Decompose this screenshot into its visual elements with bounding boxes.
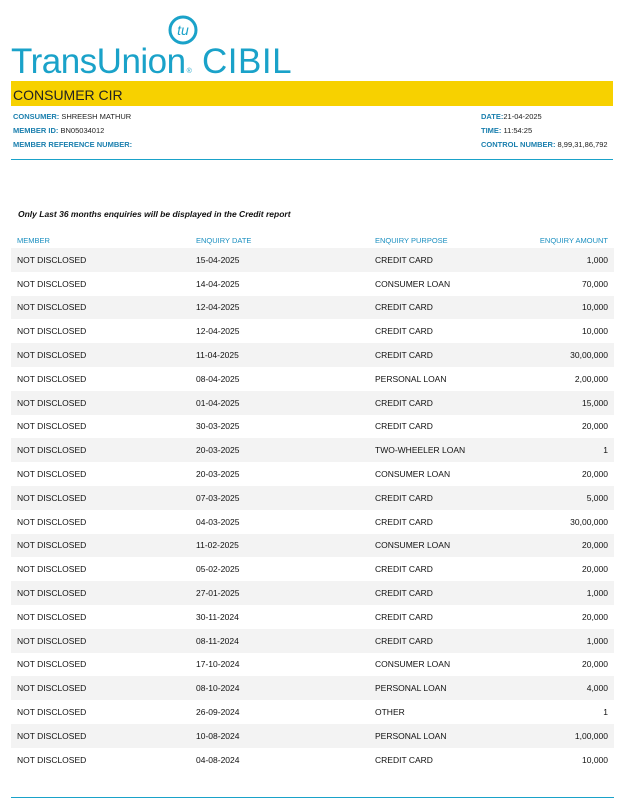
enquiry-date-cell: 12-04-2025 <box>196 326 240 337</box>
enquiry-note: Only Last 36 months enquiries will be displayed in the Credit report <box>18 209 291 219</box>
enquiry-date-cell: 08-04-2025 <box>196 373 240 384</box>
enquiry-purpose-cell: CONSUMER LOAN <box>375 659 451 670</box>
enquiry-purpose-cell: CREDIT CARD <box>375 326 433 337</box>
enquiry-purpose-cell: CREDIT CARD <box>375 421 433 432</box>
time-value: 11:54:25 <box>503 126 533 135</box>
enquiry-amount-cell: 1,00,000 <box>501 724 614 748</box>
enquiry-amount-cell: 20,000 <box>582 469 608 480</box>
enquiry-date-cell: 01-04-2025 <box>190 391 369 415</box>
registered-mark: ® <box>186 68 192 75</box>
enquiry-purpose-cell: OTHER <box>375 707 405 718</box>
table-row <box>11 629 614 653</box>
consumer-value: SHREESH MATHUR <box>61 112 132 121</box>
table-row <box>11 510 614 534</box>
enquiry-amount-cell: 20,000 <box>501 534 614 558</box>
enquiry-purpose-cell: CREDIT CARD <box>369 629 501 653</box>
table-row <box>11 415 614 439</box>
member-cell: NOT DISCLOSED <box>11 534 190 558</box>
enquiry-date-cell: 20-03-2025 <box>190 438 369 462</box>
enquiry-amount-cell: 1 <box>501 438 614 462</box>
enquiry-date-cell: 30-11-2024 <box>196 611 239 622</box>
enquiry-purpose-cell: CREDIT CARD <box>375 754 433 765</box>
member-cell: NOT DISCLOSED <box>17 611 87 622</box>
member-cell: NOT DISCLOSED <box>11 676 190 700</box>
enquiry-purpose-cell: CREDIT CARD <box>375 564 433 575</box>
date-label: DATE: <box>481 112 504 121</box>
member-ref-label: MEMBER REFERENCE NUMBER: <box>13 140 133 149</box>
control-number-value: 8,99,31,86,792 <box>557 140 608 149</box>
enquiry-amount-cell: 5,000 <box>501 486 614 510</box>
enquiry-date-cell: 14-04-2025 <box>196 278 240 289</box>
table-row <box>11 724 614 748</box>
member-cell: NOT DISCLOSED <box>17 754 87 765</box>
member-cell: NOT DISCLOSED <box>17 516 87 527</box>
enquiry-amount-cell: 20,000 <box>582 421 608 432</box>
enquiry-purpose-cell: CREDIT CARD <box>375 516 433 527</box>
consumer-label: CONSUMER: <box>13 112 60 121</box>
enquiry-purpose-cell: PERSONAL LOAN <box>375 373 447 384</box>
time-line <box>481 126 532 136</box>
table-row <box>11 676 614 700</box>
enquiry-date-cell: 27-01-2025 <box>190 581 369 605</box>
enquiry-purpose-cell: CREDIT CARD <box>369 343 501 367</box>
member-cell: NOT DISCLOSED <box>11 248 190 272</box>
member-cell: NOT DISCLOSED <box>11 629 190 653</box>
member-cell: NOT DISCLOSED <box>17 326 87 337</box>
table-row <box>11 462 614 486</box>
enquiry-date-cell: 04-03-2025 <box>196 516 240 527</box>
report-title-bar <box>11 81 613 106</box>
member-cell: NOT DISCLOSED <box>11 391 190 415</box>
enquiry-date-cell: 11-04-2025 <box>190 343 369 367</box>
enquiry-purpose-cell: CREDIT CARD <box>369 581 501 605</box>
table-row <box>11 653 614 677</box>
enquiry-amount-cell: 70,000 <box>582 278 608 289</box>
enquiry-amount-cell: 1,000 <box>501 581 614 605</box>
table-row <box>11 248 614 272</box>
enquiry-amount-cell: 10,000 <box>582 754 608 765</box>
member-cell: NOT DISCLOSED <box>17 564 87 575</box>
table-row <box>11 367 614 391</box>
enquiry-date-cell: 11-02-2025 <box>190 534 369 558</box>
enquiry-date-cell: 04-08-2024 <box>196 754 240 765</box>
table-row <box>11 272 614 296</box>
member-cell: NOT DISCLOSED <box>17 707 87 718</box>
member-cell: NOT DISCLOSED <box>11 724 190 748</box>
member-id-label: MEMBER ID: <box>13 126 59 135</box>
enquiry-amount-cell: 20,000 <box>582 564 608 575</box>
report-title: CONSUMER CIR <box>13 87 123 103</box>
table-header-row <box>11 232 614 248</box>
enquiry-date-cell: 08-10-2024 <box>190 676 369 700</box>
enquiry-date-cell: 17-10-2024 <box>196 659 240 670</box>
member-cell: NOT DISCLOSED <box>17 278 87 289</box>
enquiry-purpose-cell: TWO-WHEELER LOAN <box>369 438 501 462</box>
enquiry-amount-cell: 30,00,000 <box>570 516 608 527</box>
control-number-label: CONTROL NUMBER: <box>481 140 556 149</box>
tu-mark-text: tu <box>177 22 189 38</box>
table-row <box>11 486 614 510</box>
header-enquiry-date: ENQUIRY DATE <box>196 235 252 245</box>
member-cell: NOT DISCLOSED <box>17 373 87 384</box>
enquiry-amount-cell: 2,00,000 <box>574 373 608 384</box>
member-cell: NOT DISCLOSED <box>11 486 190 510</box>
enquiry-amount-cell: 15,000 <box>501 391 614 415</box>
enquiry-date-cell: 08-11-2024 <box>190 629 369 653</box>
enquiry-date-cell: 07-03-2025 <box>190 486 369 510</box>
enquiry-purpose-cell: CREDIT CARD <box>375 611 433 622</box>
enquiry-purpose-cell: CONSUMER LOAN <box>369 534 501 558</box>
enquiry-date-cell: 15-04-2025 <box>190 248 369 272</box>
table-row <box>11 319 614 343</box>
member-cell: NOT DISCLOSED <box>11 296 190 320</box>
enquiry-purpose-cell: CONSUMER LOAN <box>375 469 451 480</box>
enquiry-purpose-cell: CREDIT CARD <box>369 486 501 510</box>
transunion-wordmark <box>11 42 191 82</box>
enquiry-purpose-cell: CREDIT CARD <box>369 248 501 272</box>
enquiry-amount-cell: 1 <box>603 707 608 718</box>
control-number-line <box>481 140 608 150</box>
table-row <box>11 534 614 558</box>
cibil-wordmark: CIBIL <box>202 42 293 81</box>
consumer-line <box>13 112 131 122</box>
member-cell: NOT DISCLOSED <box>11 581 190 605</box>
member-cell: NOT DISCLOSED <box>17 659 87 670</box>
member-cell: NOT DISCLOSED <box>17 421 87 432</box>
member-ref-line <box>13 140 132 150</box>
member-cell: NOT DISCLOSED <box>11 343 190 367</box>
header-enquiry-amount: ENQUIRY AMOUNT <box>539 235 608 245</box>
enquiry-amount-cell: 4,000 <box>501 676 614 700</box>
enquiry-amount-cell: 20,000 <box>582 659 608 670</box>
table-row <box>11 581 614 605</box>
enquiry-purpose-cell: CONSUMER LOAN <box>375 278 451 289</box>
enquiry-date-cell: 05-02-2025 <box>196 564 240 575</box>
enquiry-amount-cell: 10,000 <box>501 296 614 320</box>
enquiry-purpose-cell: CREDIT CARD <box>369 391 501 415</box>
table-row <box>11 391 614 415</box>
enquiry-purpose-cell: CREDIT CARD <box>369 296 501 320</box>
table-row <box>11 605 614 629</box>
member-id-value: BN05034012 <box>60 126 105 135</box>
date-value: 21-04-2025 <box>503 112 542 121</box>
table-row <box>11 557 614 581</box>
enquiry-purpose-cell: PERSONAL LOAN <box>369 724 501 748</box>
enquiry-amount-cell: 1,000 <box>501 629 614 653</box>
brand-name: TransUnion <box>11 42 186 81</box>
member-cell: NOT DISCLOSED <box>17 469 87 480</box>
table-row <box>11 343 614 367</box>
member-cell: NOT DISCLOSED <box>11 438 190 462</box>
enquiry-date-cell: 10-08-2024 <box>190 724 369 748</box>
header-divider <box>11 159 613 160</box>
footer-divider <box>11 797 614 798</box>
enquiry-table <box>11 232 614 772</box>
time-label: TIME: <box>481 126 502 135</box>
header-member: MEMBER <box>17 235 50 245</box>
enquiry-amount-cell: 10,000 <box>582 326 608 337</box>
enquiry-date-cell: 30-03-2025 <box>196 421 240 432</box>
enquiry-date-cell: 12-04-2025 <box>190 296 369 320</box>
date-line <box>481 112 542 122</box>
enquiry-date-cell: 20-03-2025 <box>196 469 240 480</box>
enquiry-amount-cell: 20,000 <box>582 611 608 622</box>
enquiry-date-cell: 26-09-2024 <box>196 707 240 718</box>
table-row <box>11 296 614 320</box>
member-id-line <box>13 126 104 136</box>
enquiry-amount-cell: 30,00,000 <box>501 343 614 367</box>
enquiry-amount-cell: 1,000 <box>501 248 614 272</box>
header-enquiry-purpose: ENQUIRY PURPOSE <box>375 235 448 245</box>
enquiry-purpose-cell: PERSONAL LOAN <box>369 676 501 700</box>
transunion-cibil-logo <box>11 14 301 80</box>
table-row <box>11 748 614 772</box>
table-row <box>11 700 614 724</box>
table-row <box>11 438 614 462</box>
